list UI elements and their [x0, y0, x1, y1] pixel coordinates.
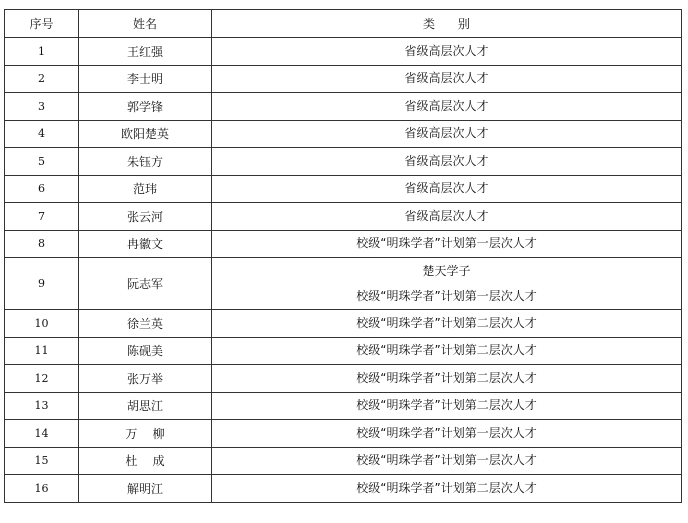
- row-name: 冉徽文: [79, 230, 212, 258]
- table-row: [5, 93, 682, 121]
- row-index: 11: [5, 337, 79, 365]
- row-category: [212, 392, 682, 420]
- row-name: 张万举: [79, 365, 212, 393]
- table-row: [5, 258, 682, 310]
- row-category: [212, 93, 682, 121]
- row-index: 8: [5, 230, 79, 258]
- table-row: [5, 148, 682, 176]
- category-line: 省级高层次人才: [404, 126, 489, 141]
- row-index: 10: [5, 310, 79, 338]
- category-line: 省级高层次人才: [404, 208, 489, 223]
- row-index: 5: [5, 148, 79, 176]
- row-name: 杜 成: [79, 447, 212, 475]
- category-line: 校级“明珠学者”计划第二层次人才: [356, 343, 537, 358]
- table-row: [5, 337, 682, 365]
- row-name: 郭学锋: [79, 93, 212, 121]
- row-category: [212, 420, 682, 448]
- row-category: [212, 475, 682, 503]
- row-index: 9: [5, 258, 79, 310]
- table-row: [5, 310, 682, 338]
- row-category: [212, 337, 682, 365]
- table-row: [5, 120, 682, 148]
- row-category: [212, 38, 682, 66]
- header-category: 类 别: [212, 10, 682, 38]
- row-index: 4: [5, 120, 79, 148]
- table-row: [5, 392, 682, 420]
- row-category: [212, 447, 682, 475]
- row-category: [212, 203, 682, 231]
- row-index: 6: [5, 175, 79, 203]
- row-name: 陈砚美: [79, 337, 212, 365]
- row-name: 范玮: [79, 175, 212, 203]
- row-index: 1: [5, 38, 79, 66]
- row-category: [212, 365, 682, 393]
- row-name: 阮志军: [79, 258, 212, 310]
- category-line: 校级“明珠学者”计划第一层次人才: [356, 288, 537, 303]
- row-index: 7: [5, 203, 79, 231]
- category-line: 校级“明珠学者”计划第一层次人才: [356, 425, 537, 440]
- category-line: 校级“明珠学者”计划第一层次人才: [356, 236, 537, 251]
- category-line: 省级高层次人才: [404, 98, 489, 113]
- row-category: [212, 258, 682, 310]
- category-line: 校级“明珠学者”计划第二层次人才: [356, 370, 537, 385]
- row-index: 3: [5, 93, 79, 121]
- row-name: 张云河: [79, 203, 212, 231]
- row-name: 解明江: [79, 475, 212, 503]
- category-line: 省级高层次人才: [404, 71, 489, 86]
- row-index: 2: [5, 65, 79, 93]
- row-name: 胡思江: [79, 392, 212, 420]
- table-body: [5, 38, 682, 503]
- row-category: [212, 310, 682, 338]
- row-name: 万 柳: [79, 420, 212, 448]
- category-line: 校级“明珠学者”计划第二层次人才: [356, 398, 537, 413]
- table-row: [5, 38, 682, 66]
- header-index: 序号: [5, 10, 79, 38]
- category-line: 省级高层次人才: [404, 43, 489, 58]
- category-line: 校级“明珠学者”计划第二层次人才: [356, 480, 537, 495]
- table-row: [5, 175, 682, 203]
- header-name: 姓名: [79, 10, 212, 38]
- table-row: [5, 475, 682, 503]
- table-row: [5, 365, 682, 393]
- row-name: 王红强: [79, 38, 212, 66]
- category-line: 楚天学子: [422, 263, 471, 278]
- category-line: 校级“明珠学者”计划第二层次人才: [356, 315, 537, 330]
- row-name: 欧阳楚英: [79, 120, 212, 148]
- row-name: 徐兰英: [79, 310, 212, 338]
- table-row: [5, 420, 682, 448]
- row-name: 李士明: [79, 65, 212, 93]
- category-line: 省级高层次人才: [404, 181, 489, 196]
- talent-table: [4, 9, 682, 503]
- row-category: [212, 148, 682, 176]
- table-row: [5, 65, 682, 93]
- row-index: 14: [5, 420, 79, 448]
- table-header-row: [5, 10, 682, 38]
- category-line: 省级高层次人才: [404, 153, 489, 168]
- row-category: [212, 120, 682, 148]
- row-index: 12: [5, 365, 79, 393]
- row-category: [212, 230, 682, 258]
- table-row: [5, 230, 682, 258]
- table-row: [5, 203, 682, 231]
- row-index: 13: [5, 392, 79, 420]
- table-row: [5, 447, 682, 475]
- row-index: 15: [5, 447, 79, 475]
- row-category: [212, 65, 682, 93]
- category-line: 校级“明珠学者”计划第一层次人才: [356, 453, 537, 468]
- row-name: 朱钰方: [79, 148, 212, 176]
- row-category: [212, 175, 682, 203]
- row-index: 16: [5, 475, 79, 503]
